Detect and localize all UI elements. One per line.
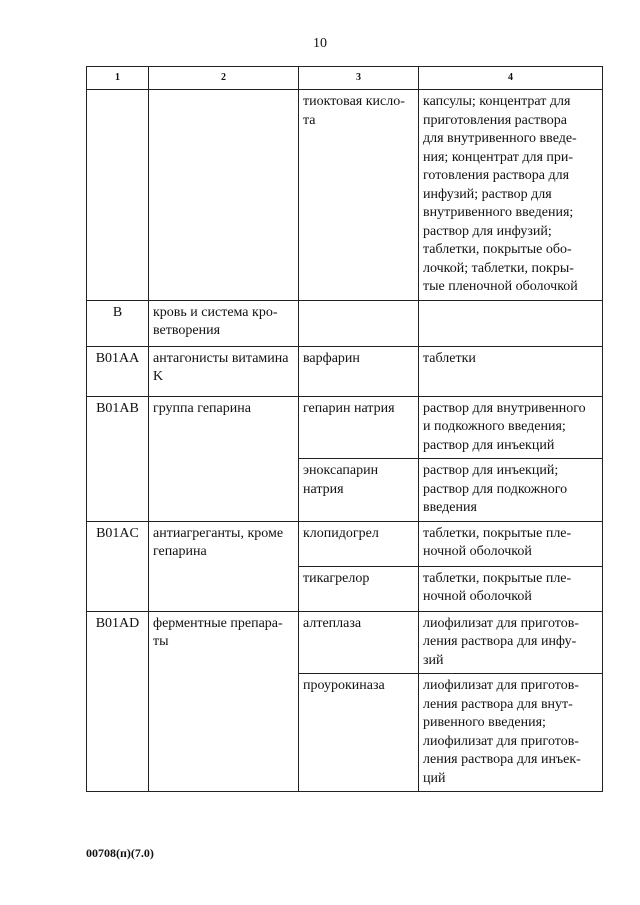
table-row	[87, 521, 603, 566]
drug-table	[86, 66, 603, 792]
dosage-form-line: таблетки, покрытые пле-	[423, 525, 572, 541]
group-line: ферментные препара-	[153, 615, 283, 631]
dosage-form-line: лиофилизат для приготов-	[423, 678, 579, 693]
group-line: ветворения	[153, 323, 221, 338]
dosage-form-line: ривенного введения;	[423, 715, 546, 730]
dosage-form-line: лиофилизат для приготов-	[423, 615, 579, 631]
column-header-2: 2	[149, 67, 299, 90]
drug-name-line: тикагрелор	[303, 570, 370, 586]
dosage-forms-cell	[419, 459, 603, 522]
dosage-forms-cell	[419, 521, 603, 566]
dosage-form-line: зий	[423, 652, 444, 668]
atc-code-cell: B	[87, 300, 149, 346]
group-line: ты	[153, 634, 169, 649]
dosage-forms-cell	[419, 611, 603, 674]
dosage-form-line: инфузий; раствор для	[423, 186, 552, 202]
group-cell	[149, 346, 299, 396]
dosage-forms-cell	[419, 90, 603, 301]
atc-code-cell	[87, 90, 149, 301]
drug-name-line: эноксапарин	[303, 463, 379, 478]
drug-name-line: проурокиназа	[303, 678, 385, 693]
dosage-form-line: ций	[423, 770, 446, 786]
dosage-form-line: введения	[423, 500, 477, 515]
dosage-form-line: готовления раствора для	[423, 168, 570, 183]
dosage-form-line: капсулы; концентрат для	[423, 94, 571, 109]
drug-name-cell	[299, 611, 419, 674]
dosage-form-line: лочкой; таблетки, покры-	[423, 260, 574, 276]
dosage-forms-cell	[419, 396, 603, 459]
dosage-form-line: таблетки	[423, 350, 476, 366]
drug-name-cell	[299, 396, 419, 459]
group-line: группа гепарина	[153, 400, 251, 416]
table-row	[87, 346, 603, 396]
table-row	[87, 300, 603, 346]
drug-name-cell	[299, 459, 419, 522]
dosage-forms-cell	[419, 346, 603, 396]
dosage-form-line: ночной оболочкой	[423, 589, 532, 604]
drug-name-line: гепарин натрия	[303, 400, 395, 416]
drug-name-line: натрия	[303, 481, 344, 497]
drug-name-line: алтеплаза	[303, 615, 362, 631]
group-line: антагонисты витамина	[153, 350, 289, 366]
dosage-form-line: раствор для инъекций	[423, 437, 555, 453]
dosage-form-line: ления раствора для внут-	[423, 696, 573, 712]
column-header-1: 1	[87, 67, 149, 90]
table-row	[87, 396, 603, 459]
page-number: 10	[313, 36, 327, 51]
dosage-form-line: и подкожного введения;	[423, 419, 566, 434]
drug-name-cell	[299, 521, 419, 566]
column-header-3: 3	[299, 67, 419, 90]
dosage-form-line: внутривенного введения;	[423, 205, 574, 220]
dosage-form-line: раствор для внутривенного	[423, 400, 586, 416]
group-line: K	[153, 369, 164, 384]
table-header-row	[87, 67, 603, 90]
atc-code-cell: B01AD	[87, 611, 149, 792]
dosage-form-line: раствор для инъекций;	[423, 463, 559, 478]
dosage-form-line: ления раствора для инъек-	[423, 752, 581, 767]
dosage-form-line: ления раствора для инфу-	[423, 634, 577, 649]
dosage-form-line: для внутривенного введе-	[423, 131, 577, 146]
group-cell	[149, 90, 299, 301]
drug-name-line: тиоктовая кисло-	[303, 94, 405, 109]
group-cell	[149, 396, 299, 521]
dosage-forms-cell	[419, 674, 603, 792]
dosage-forms-cell	[419, 566, 603, 611]
drug-name-line: та	[303, 112, 316, 128]
drug-name-cell	[299, 90, 419, 301]
drug-name-cell	[299, 346, 419, 396]
group-cell	[149, 300, 299, 346]
drug-name-line: варфарин	[303, 350, 360, 366]
group-line: антиагреганты, кроме	[153, 525, 284, 541]
table-row	[87, 90, 603, 301]
dosage-form-line: ния; концентрат для при-	[423, 149, 574, 165]
dosage-form-line: приготовления раствора	[423, 112, 567, 128]
dosage-form-line: таблетки, покрытые пле-	[423, 570, 572, 586]
group-cell	[149, 521, 299, 611]
column-header-4: 4	[419, 67, 603, 90]
drug-name-cell	[299, 566, 419, 611]
atc-code-cell: B01AB	[87, 396, 149, 521]
dosage-forms-cell	[419, 300, 603, 346]
dosage-form-line: раствор для подкожного	[423, 481, 568, 497]
atc-code-cell: B01AA	[87, 346, 149, 396]
atc-code-cell: B01AC	[87, 521, 149, 611]
dosage-form-line: лиофилизат для приготов-	[423, 733, 579, 749]
document-code-footer: 00708(п)(7.0)	[86, 846, 154, 860]
group-line: гепарина	[153, 544, 207, 559]
drug-name-cell	[299, 300, 419, 346]
dosage-form-line: таблетки, покрытые обо-	[423, 242, 572, 257]
table-row	[87, 611, 603, 674]
group-line: кровь и система кро-	[153, 304, 278, 320]
drug-name-line: клопидогрел	[303, 525, 379, 541]
dosage-form-line: ночной оболочкой	[423, 544, 532, 559]
group-cell	[149, 611, 299, 792]
drug-name-cell	[299, 674, 419, 792]
dosage-form-line: тые пленочной оболочкой	[423, 279, 578, 294]
dosage-form-line: раствор для инфузий;	[423, 223, 552, 239]
